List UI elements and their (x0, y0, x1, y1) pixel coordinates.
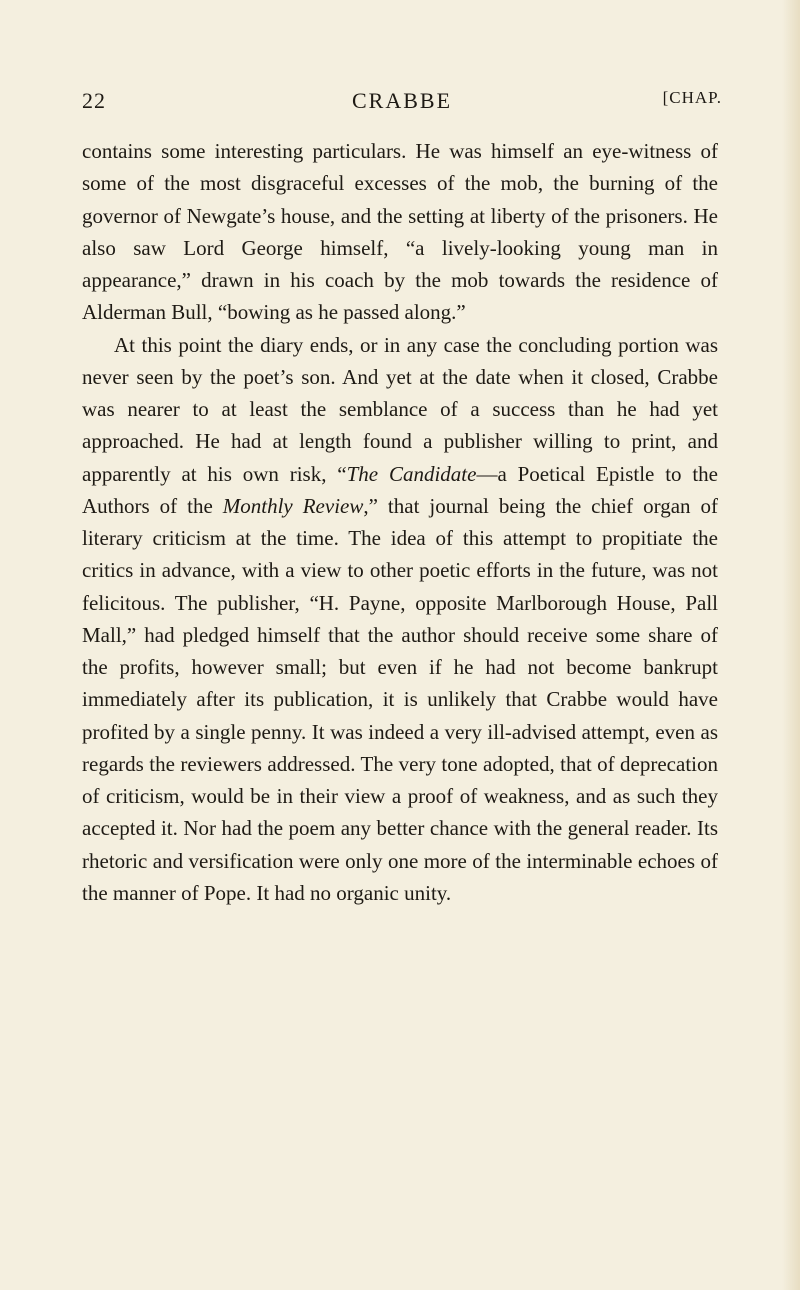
paragraph-1 (82, 135, 718, 329)
body-text (82, 135, 718, 909)
page-edge-shadow (782, 0, 800, 1290)
chapter-marker: [CHAP. (662, 88, 722, 107)
italic-title-candidate: The Candidate (346, 461, 477, 486)
page-number: 22 (82, 88, 106, 113)
text-segment: ,” that journal being the chief organ of literary criticism at the time. The idea of this attempt to propitiate the critics in advance, with a view to other poetic efforts in the future, was not felicitous. The publisher, “H. Payne, opposite Marlborough House, Pall Mall,” had pledged himself that the author should receive some share of the profits, however small; but even if he had not become bankrupt immediately after its publication, it is unlikely that Crabbe would have profited by a single penny. It was indeed a very ill-advised attempt, even as regards the reviewers addressed. The very tone adopted, that of deprecation of criticism, would be in their view a proof of weakness, and as such they accepted it. Nor had the poem any better chance with the general reader. Its rhetoric and versification were only one more of the interminable echoes of the manner of Pope. It had no organic unity. (82, 493, 718, 905)
text-segment: contains some interesting particulars. He was himself an eye-witness of some of the most disgraceful excesses of the mob, the burning of the governor of Newgate’s house, and the setting at liberty of the prisoners. He also saw Lord George himself, “a lively-looking young man in appearance,” drawn in his coach by the mob towards the residence of Alderman Bull, “bowing as he passed along.” (82, 139, 718, 325)
running-title: CRABBE (351, 88, 453, 113)
running-head (82, 88, 722, 118)
paragraph-2 (82, 329, 718, 910)
text-segment: —a Poetical Epistle to the Authors of the (82, 461, 719, 518)
text-segment: At this point the diary ends, or in any case the concluding portion was never seen by the poet’s son. And yet at the date when it closed, Crabbe was nearer to at least the semblance of a success than he had yet approached. He had at length found a publisher willing to print, and apparently at his own risk, “ (82, 332, 718, 486)
italic-title-monthly-review: Monthly Review (222, 493, 364, 518)
